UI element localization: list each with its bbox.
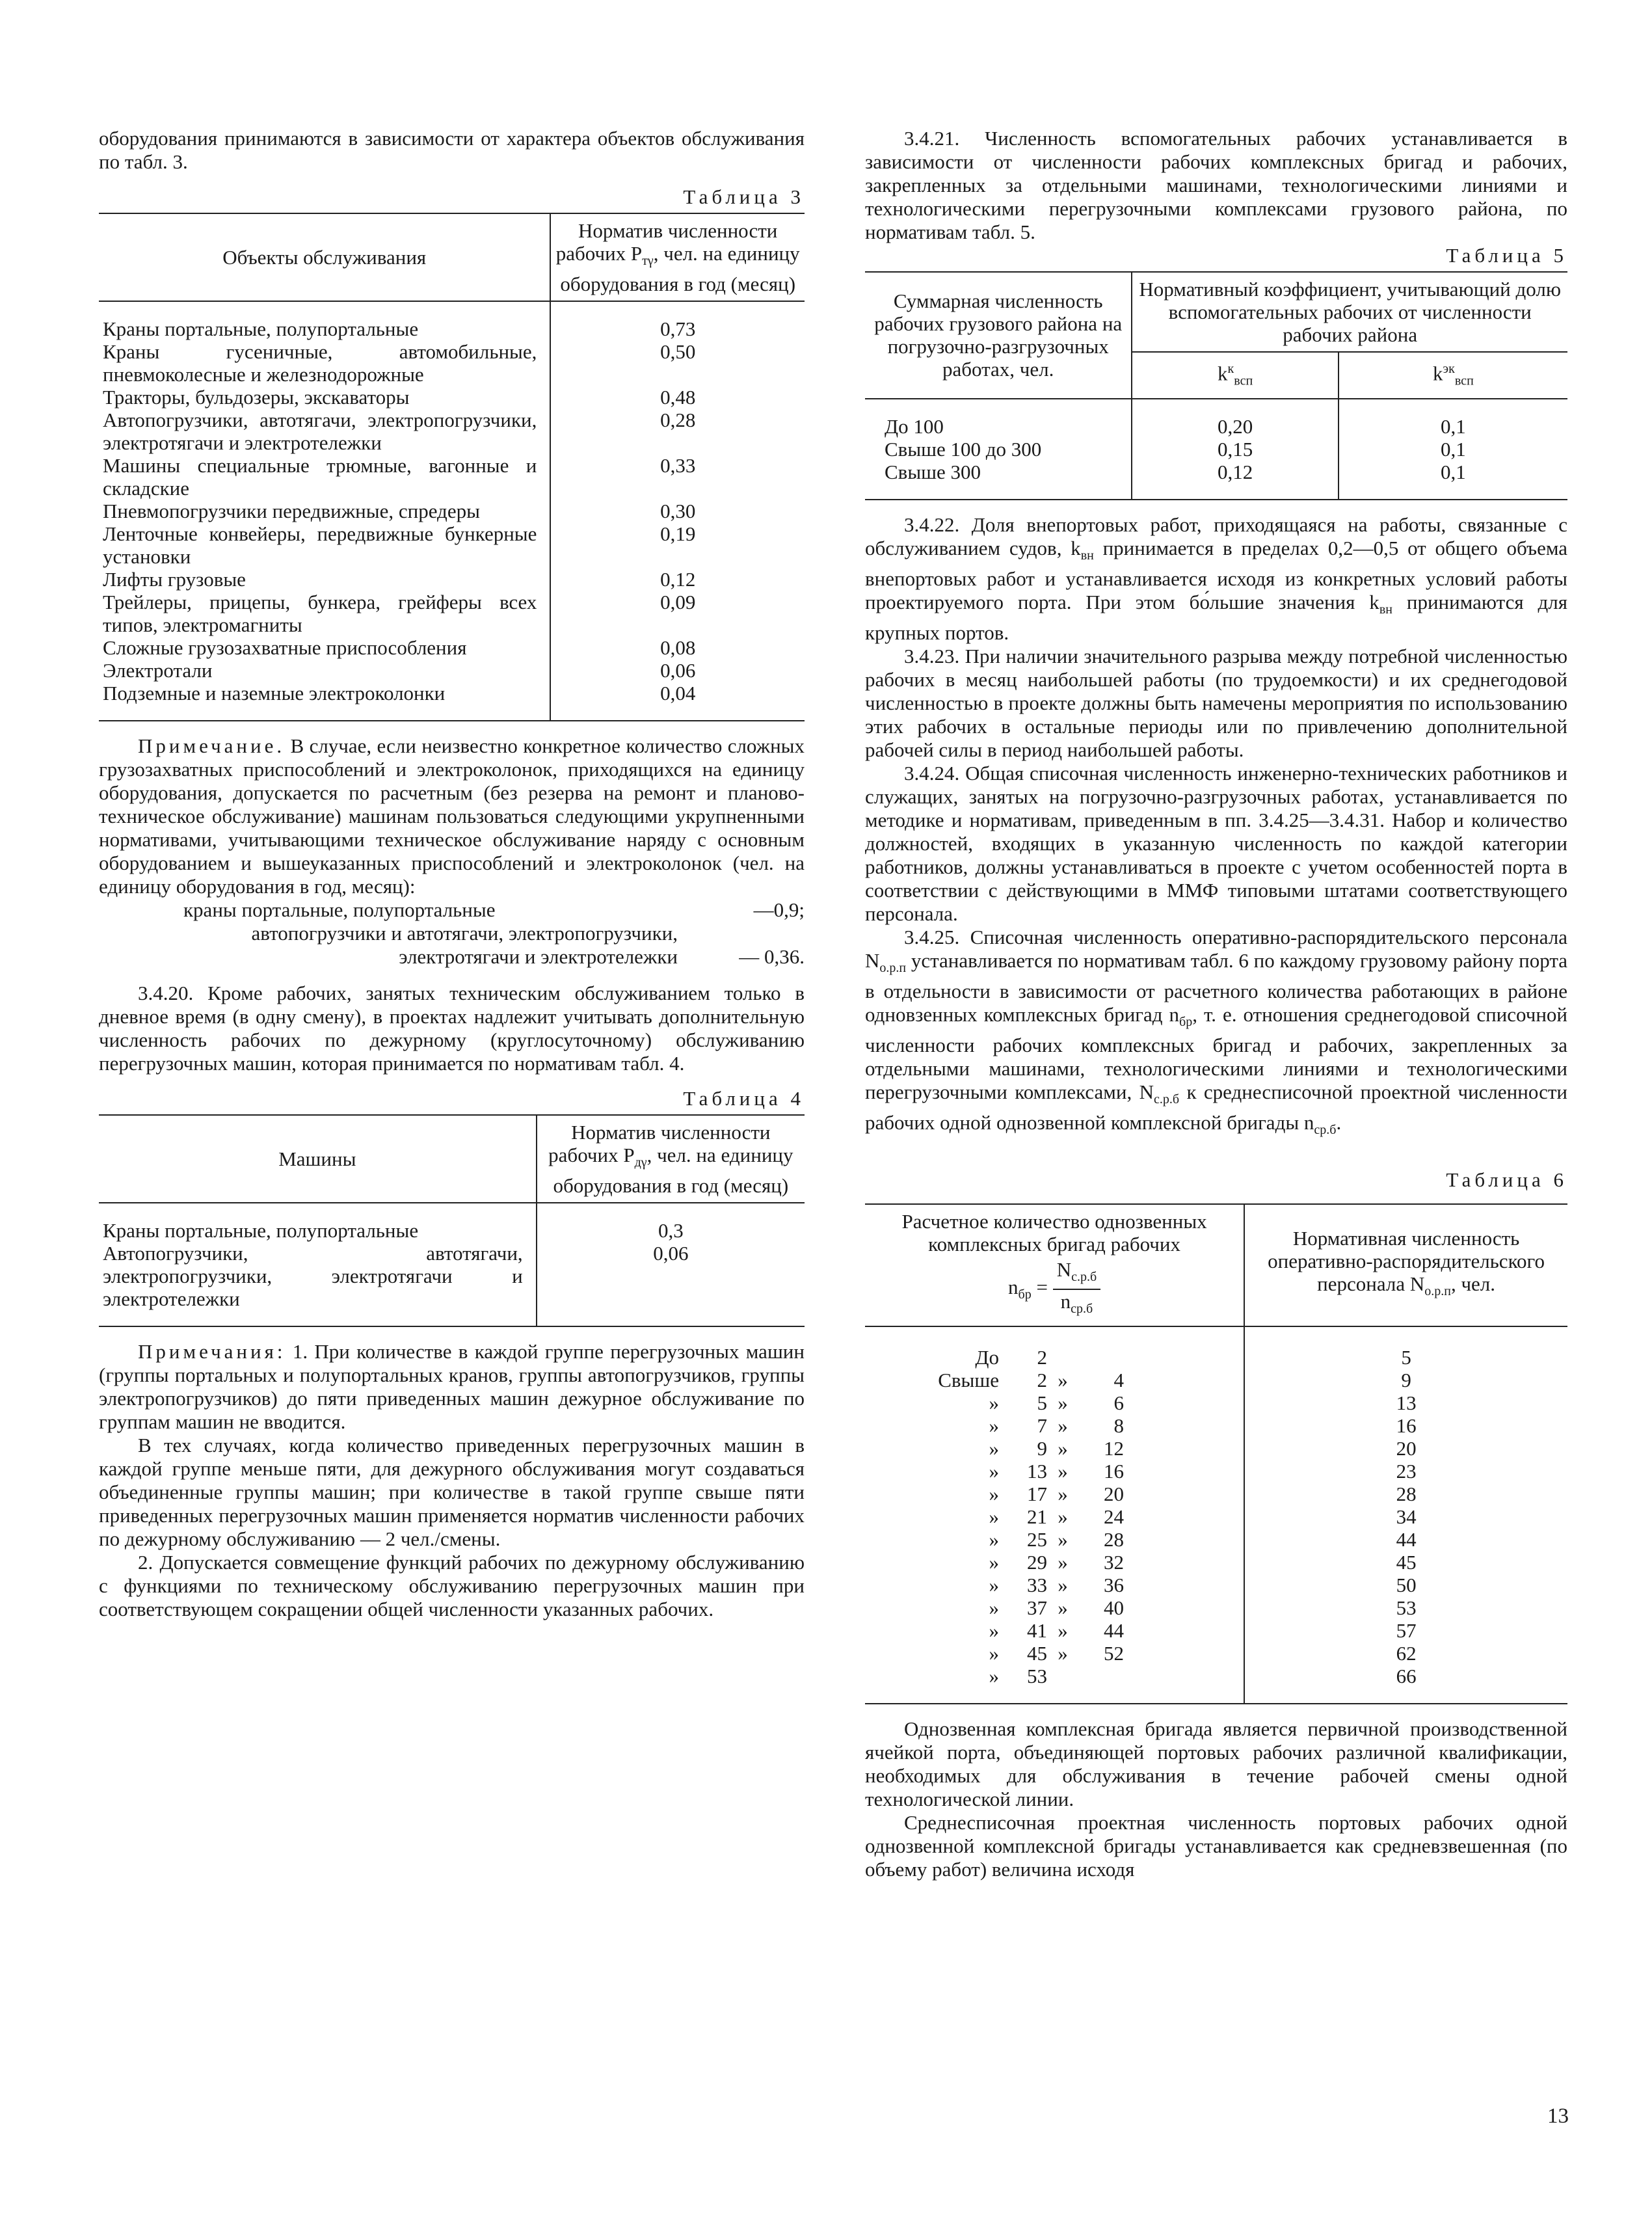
table-row bbox=[99, 454, 805, 500]
formula-numerator: $N_{с.р.б}$ bbox=[1053, 1258, 1100, 1290]
range-sep: » bbox=[1058, 1528, 1068, 1551]
table5-head-right: Нормативный коэффициент, учитывающий долю вспомогательных рабочих от численности рабочих района bbox=[1132, 272, 1567, 352]
table6-range bbox=[865, 1596, 1244, 1619]
table5-subhead-ek: $k^{эк}_{всп}$ bbox=[1339, 352, 1567, 399]
table6-range bbox=[865, 1346, 1244, 1369]
table6-head-left-text: Расчетное количество однозвенных комплексных бригад рабочих bbox=[901, 1209, 1207, 1255]
range-sep: » bbox=[1058, 1391, 1068, 1415]
table-row bbox=[865, 1414, 1567, 1437]
range-prefix: » bbox=[989, 1528, 999, 1551]
range-prefix: » bbox=[989, 1665, 999, 1688]
table6-value: 16 bbox=[1244, 1414, 1567, 1437]
paragraph-number: 3.4.21. bbox=[904, 127, 960, 150]
table6-value: 23 bbox=[1244, 1460, 1567, 1483]
table3-object: Лифты грузовые bbox=[103, 568, 246, 591]
table-row bbox=[99, 591, 805, 636]
range-prefix: » bbox=[989, 1483, 999, 1506]
range-prefix: » bbox=[989, 1619, 999, 1643]
notes2-paragraph-1 bbox=[99, 1340, 805, 1434]
paragraph-text: Списочная численность оперативно-распорядительского персонала $N_{о.р.п}$ устанавливается по нормативам табл. 6 по каждому грузовому району порта в отдельности в зависимости от расчетного количества работающих в районе одновзенных комплексных бригад $n_{бр}$, т. е. отношения среднегодовой списочной численности рабочих комплексных бригад и рабочих, закрепленных за отдельными машинами, технологическими линиями и технологическими перегрузочными комплексами, $N_{с.р.б}$ к среднесписочной проектной численности рабочих одной однозвенной комплексной бригады $n_{ср.б}$. bbox=[865, 925, 1568, 1138]
range-prefix: » bbox=[989, 1414, 999, 1438]
notes2-paragraph-2: В тех случаях, когда количество приведенных перегрузочных машин в каждой группе меньше пяти, для дежурного обслуживания могут создаваться объединенные группы машин; при количестве в такой группе свыше пяти приведенных перегрузочных машин применяется норматив численности рабочих по дежурному обслуживанию — 2 чел./смены. bbox=[99, 1434, 805, 1551]
table6 bbox=[865, 1203, 1567, 1704]
notes2-paragraph-3: 2. Допускается совмещение функций рабочих по дежурному обслуживанию с функциями по техническому обслуживанию перегрузочных машин при соответствующем сокращении общей численности указанных рабочих. bbox=[99, 1551, 805, 1621]
note1-heading: Примечание. bbox=[138, 734, 286, 758]
range-sep: » bbox=[1058, 1619, 1068, 1643]
table3-value: 0,06 bbox=[550, 659, 805, 682]
table5-head-left: Суммарная численность рабочих грузового района на погрузочно-разгрузочных работах, чел. bbox=[865, 272, 1132, 399]
table5-k: 0,12 bbox=[1132, 461, 1338, 483]
table-row bbox=[865, 1346, 1567, 1369]
range-to: 36 bbox=[1104, 1574, 1124, 1597]
note1-item-text: краны портальные, полупортальные bbox=[183, 898, 496, 922]
paragraph-3-4-20 bbox=[99, 982, 805, 1075]
range-sep: » bbox=[1058, 1437, 1068, 1460]
table5-label: Свыше 100 до 300 bbox=[885, 437, 1042, 461]
table6-formula bbox=[869, 1258, 1240, 1321]
range-from: 41 bbox=[1027, 1619, 1047, 1643]
table-row bbox=[865, 1596, 1567, 1619]
table6-value: 13 bbox=[1244, 1391, 1567, 1414]
range-prefix: » bbox=[989, 1505, 999, 1529]
range-to: 8 bbox=[1113, 1414, 1124, 1438]
range-sep: » bbox=[1058, 1369, 1068, 1392]
table3-value: 0,48 bbox=[550, 386, 805, 409]
table5-ek: 0,1 bbox=[1339, 461, 1567, 483]
paragraph-3-4-22 bbox=[865, 513, 1567, 645]
table3-object: Краны портальные, полупортальные bbox=[103, 317, 419, 341]
table6-head-right: Нормативная численность оперативно-распорядительского персонала $N_{о.р.п}$, чел. bbox=[1244, 1204, 1567, 1326]
range-to: 12 bbox=[1104, 1437, 1124, 1460]
table5 bbox=[865, 271, 1567, 500]
table-row bbox=[99, 636, 805, 659]
range-to: 44 bbox=[1104, 1619, 1124, 1643]
range-from: 9 bbox=[1037, 1437, 1047, 1460]
table6-value: 50 bbox=[1244, 1574, 1567, 1596]
table5-k: 0,20 bbox=[1132, 415, 1338, 438]
range-to: 40 bbox=[1104, 1596, 1124, 1620]
range-sep: » bbox=[1058, 1460, 1068, 1483]
table4 bbox=[99, 1114, 805, 1327]
table6-range bbox=[865, 1619, 1244, 1642]
table-row bbox=[99, 386, 805, 409]
table-row bbox=[865, 1551, 1567, 1574]
table6-value: 62 bbox=[1244, 1642, 1567, 1665]
range-sep bbox=[1050, 1665, 1076, 1687]
table-row bbox=[99, 317, 805, 340]
range-sep: » bbox=[1058, 1483, 1068, 1506]
table3-value: 0,19 bbox=[550, 522, 805, 568]
table3-object: Электротали bbox=[103, 659, 213, 682]
table4-caption: Таблица 4 bbox=[683, 1087, 805, 1110]
table6-range bbox=[865, 1665, 1244, 1687]
table4-head-norm: Норматив численности рабочих $Р_{д\gamma}$, чел. на единицу оборудования в год (месяц) bbox=[537, 1115, 805, 1203]
intro-paragraph: оборудования принимаются в зависимости от характера объектов обслуживания по табл. 3. bbox=[99, 127, 805, 173]
paragraph-text: Численность вспомогательных рабочих устанавливается в зависимости от численности рабочих комплексных бригад и рабочих, закрепленных за отдельными машинами, технологическими линиями и технологическими перегрузочными комплексами грузового района, по нормативам табл. 5. bbox=[865, 127, 1568, 243]
paragraph-3-4-21 bbox=[865, 127, 1567, 244]
table-row bbox=[99, 522, 805, 568]
table6-range bbox=[865, 1483, 1244, 1505]
table6-range bbox=[865, 1437, 1244, 1460]
table6-range bbox=[865, 1369, 1244, 1391]
note1-list-item bbox=[99, 898, 805, 922]
table6-value: 66 bbox=[1244, 1665, 1567, 1687]
note1-paragraph bbox=[99, 734, 805, 898]
table6-range bbox=[865, 1505, 1244, 1528]
table6-range bbox=[865, 1528, 1244, 1551]
paragraph-brigade: Однозвенная комплексная бригада является первичной производственной ячейкой порта, объединяющей портовых рабочих различной квалификации, необходимых для обслуживания в течение рабочей смены одной технологической линии. bbox=[865, 1717, 1567, 1811]
table-row bbox=[99, 1219, 805, 1242]
table5-ek: 0,1 bbox=[1339, 415, 1567, 438]
table-row bbox=[865, 438, 1567, 461]
table3-head-norm: Норматив численности рабочих $Р_{т\gamma}$, чел. на единицу оборудования в год (месяц) bbox=[550, 213, 805, 301]
note1-item-text: автопогрузчики и автотягачи, электропогрузчики, электротягачи и электротележки bbox=[251, 922, 678, 969]
table-row bbox=[865, 415, 1567, 438]
paragraph-text: Кроме рабочих, занятых техническим обслуживанием только в дневное время (в одну смену), в проектах надлежит учитывать дополнительную численность рабочих по дежурному (круглосуточному) обслуживанию перегрузочных машин, которая принимается по нормативам табл. 4. bbox=[99, 982, 805, 1075]
table5-label: Свыше 300 bbox=[885, 460, 981, 483]
range-to: 28 bbox=[1104, 1528, 1124, 1551]
table-row bbox=[865, 1460, 1567, 1483]
range-to bbox=[1078, 1665, 1124, 1687]
table3-head-objects: Объекты обслуживания bbox=[99, 213, 550, 301]
range-from: 5 bbox=[1037, 1391, 1047, 1415]
table6-value: 57 bbox=[1244, 1619, 1567, 1642]
table3 bbox=[99, 213, 805, 721]
paragraph-number: 3.4.22. bbox=[904, 513, 960, 536]
table3-caption: Таблица 3 bbox=[683, 185, 805, 208]
table-row bbox=[99, 568, 805, 591]
notes2-text: 1. При количестве в каждой группе перегрузочных машин (группы портальных и полупортальных кранов, группы автопогрузчиков, группы электропогрузчиков) до пяти приведенных машин дежурное обслуживание по группам машин не вводится. bbox=[99, 1340, 805, 1434]
paragraph-number: 3.4.25. bbox=[904, 925, 960, 948]
range-prefix: » bbox=[989, 1551, 999, 1574]
paragraph-number: 3.4.20. bbox=[138, 982, 194, 1005]
table5-k: 0,15 bbox=[1132, 438, 1338, 461]
table6-range bbox=[865, 1391, 1244, 1414]
note1-list bbox=[99, 898, 805, 969]
table3-value: 0,50 bbox=[550, 340, 805, 386]
table-row bbox=[99, 682, 805, 705]
table-row bbox=[865, 1505, 1567, 1528]
table5-label: До 100 bbox=[885, 414, 944, 438]
range-from: 17 bbox=[1027, 1483, 1047, 1506]
table-row bbox=[99, 1242, 805, 1310]
table-row bbox=[865, 1619, 1567, 1642]
range-from: 53 bbox=[1027, 1665, 1047, 1688]
table6-value: 9 bbox=[1244, 1369, 1567, 1391]
table-row bbox=[865, 1437, 1567, 1460]
range-prefix: » bbox=[989, 1460, 999, 1483]
notes2-heading: Примечания: bbox=[138, 1340, 286, 1363]
left-column bbox=[99, 127, 805, 1621]
table3-object: Пневмопогрузчики передвижные, спредеры bbox=[103, 500, 480, 523]
table-row bbox=[99, 659, 805, 682]
table6-caption: Таблица 6 bbox=[1446, 1168, 1567, 1191]
table-row bbox=[865, 1574, 1567, 1596]
table6-value: 28 bbox=[1244, 1483, 1567, 1505]
table-row bbox=[99, 409, 805, 454]
range-sep: » bbox=[1058, 1414, 1068, 1438]
range-prefix: Свыше bbox=[938, 1369, 999, 1392]
page-number: 13 bbox=[1547, 2104, 1569, 2128]
table-row bbox=[99, 500, 805, 522]
table3-value: 0,08 bbox=[550, 636, 805, 659]
table3-object: Трейлеры, прицепы, бункера, грейферы всех типов, электромагниты bbox=[103, 591, 537, 637]
paragraph-text: Доля внепортовых работ, приходящаяся на работы, связанные с обслуживанием судов, $k_{вн}$ принимается в пределах 0,2—0,5 от общего объема внепортовых работ и устанавливается исходя из конкретных условий работы проектируемого порта. При этом бо́льшие значения $k_{вн}$ принимаются для крупных портов. bbox=[865, 513, 1567, 644]
right-column bbox=[865, 127, 1567, 1881]
table6-range bbox=[865, 1551, 1244, 1574]
table6-range bbox=[865, 1460, 1244, 1483]
range-prefix: До bbox=[975, 1346, 999, 1369]
range-from: 33 bbox=[1027, 1574, 1047, 1597]
range-from: 25 bbox=[1027, 1528, 1047, 1551]
table5-subhead-k: $k^к_{всп}$ bbox=[1132, 352, 1338, 399]
paragraph-text: Общая списочная численность инженерно-технических работников и служащих, занятых на погрузочно-разгрузочных работах, устанавливается по методике и нормативам, приведенным в пп. 3.4.25—3.4.31. Набор и количество должностей, входящих в указанную численность по каждой категории работников, должны устанавливаться в проекте с учетом особенностей порта в соответствии с действующими в ММФ типовыми штатами соответствующего персонала. bbox=[865, 761, 1567, 925]
formula-fraction bbox=[1053, 1258, 1100, 1321]
range-prefix: » bbox=[989, 1642, 999, 1665]
range-from: 2 bbox=[1037, 1369, 1047, 1392]
table-row bbox=[865, 1642, 1567, 1665]
table3-object: Тракторы, бульдозеры, экскаваторы bbox=[103, 386, 410, 409]
table3-value: 0,73 bbox=[550, 317, 805, 340]
range-to: 24 bbox=[1104, 1505, 1124, 1529]
range-sep bbox=[1050, 1346, 1076, 1369]
table-row bbox=[865, 1483, 1567, 1505]
range-prefix: » bbox=[989, 1574, 999, 1597]
table3-object: Автопогрузчики, автотягачи, электропогрузчики, электротягачи и электротележки bbox=[103, 409, 537, 455]
table3-object: Подземные и наземные электроколонки bbox=[103, 682, 446, 705]
paragraph-number: 3.4.23. bbox=[904, 644, 960, 667]
table3-value: 0,33 bbox=[550, 454, 805, 500]
table6-value: 44 bbox=[1244, 1528, 1567, 1551]
range-prefix: » bbox=[989, 1391, 999, 1415]
range-from: 37 bbox=[1027, 1596, 1047, 1620]
paragraph-3-4-24 bbox=[865, 762, 1567, 926]
range-from: 21 bbox=[1027, 1505, 1047, 1529]
table4-head-machines: Машины bbox=[99, 1115, 537, 1203]
table6-head-left bbox=[865, 1204, 1244, 1326]
table-row bbox=[865, 1391, 1567, 1414]
table6-value: 20 bbox=[1244, 1437, 1567, 1460]
range-sep: » bbox=[1058, 1596, 1068, 1620]
range-prefix: » bbox=[989, 1437, 999, 1460]
table6-value: 5 bbox=[1244, 1346, 1567, 1369]
table-row bbox=[865, 1665, 1567, 1687]
table4-machine: Краны портальные, полупортальные bbox=[103, 1219, 419, 1242]
table3-value: 0,30 bbox=[550, 500, 805, 522]
note1-list-item bbox=[99, 922, 805, 969]
table-row bbox=[865, 461, 1567, 483]
range-to: 20 bbox=[1104, 1483, 1124, 1506]
table3-object: Ленточные конвейеры, передвижные бункерные установки bbox=[103, 522, 537, 569]
table6-range bbox=[865, 1574, 1244, 1596]
formula-lhs: $n_{бр}$ = bbox=[1008, 1275, 1048, 1302]
table6-value: 45 bbox=[1244, 1551, 1567, 1574]
paragraph-3-4-25 bbox=[865, 926, 1567, 1142]
paragraph-number: 3.4.24. bbox=[904, 761, 960, 785]
table-row bbox=[99, 340, 805, 386]
table6-range bbox=[865, 1414, 1244, 1437]
note1-body: В случае, если неизвестно конкретное количество сложных грузозахватных приспособлений и электроколонок, приходящихся на единицу оборудования, допускается по расчетным (без резерва на ремонт и планово-техническое обслуживание) машинам пользоваться следующими укрупненными нормативами, учитывающими техническое обслуживание наряду с основным оборудованием и вышеуказанных приспособлений и электроколонок (чел. на единицу оборудования в год, месяц): bbox=[99, 734, 805, 898]
range-to: 16 bbox=[1104, 1460, 1124, 1483]
range-sep: » bbox=[1058, 1551, 1068, 1574]
table5-caption: Таблица 5 bbox=[1446, 244, 1567, 267]
range-to: 4 bbox=[1113, 1369, 1124, 1392]
range-to: 6 bbox=[1113, 1391, 1124, 1415]
table6-value: 34 bbox=[1244, 1505, 1567, 1528]
range-from: 13 bbox=[1027, 1460, 1047, 1483]
range-sep: » bbox=[1058, 1574, 1068, 1597]
range-to: 52 bbox=[1104, 1642, 1124, 1665]
table3-object: Машины специальные трюмные, вагонные и складские bbox=[103, 454, 537, 500]
table-row bbox=[865, 1369, 1567, 1391]
paragraph-3-4-23 bbox=[865, 645, 1567, 762]
range-prefix: » bbox=[989, 1596, 999, 1620]
range-sep: » bbox=[1058, 1642, 1068, 1665]
table3-value: 0,04 bbox=[550, 682, 805, 705]
table3-value: 0,12 bbox=[550, 568, 805, 591]
table3-object: Сложные грузозахватные приспособления bbox=[103, 636, 467, 660]
table6-range bbox=[865, 1642, 1244, 1665]
table3-value: 0,28 bbox=[550, 409, 805, 454]
paragraph-average: Среднесписочная проектная численность портовых рабочих одной однозвенной комплексной бригады устанавливается как средневзвешенная (по объему работ) величина исходя bbox=[865, 1811, 1567, 1881]
note1-item-value: —0,9; bbox=[753, 898, 805, 922]
range-from: 7 bbox=[1037, 1414, 1047, 1438]
range-from: 45 bbox=[1027, 1642, 1047, 1665]
table-row bbox=[865, 1528, 1567, 1551]
table4-value: 0,3 bbox=[537, 1219, 805, 1242]
range-from: 29 bbox=[1027, 1551, 1047, 1574]
table3-object: Краны гусеничные, автомобильные, пневмоколесные и железнодорожные bbox=[103, 340, 537, 386]
table3-value: 0,09 bbox=[550, 591, 805, 636]
table4-value: 0,06 bbox=[537, 1242, 805, 1310]
range-to bbox=[1078, 1346, 1124, 1369]
note1-item-value: — 0,36. bbox=[739, 945, 805, 969]
range-to: 32 bbox=[1104, 1551, 1124, 1574]
table5-ek: 0,1 bbox=[1339, 438, 1567, 461]
table4-machine: Автопогрузчики, автотягачи, электропогрузчики, электротягачи и электротележки bbox=[103, 1242, 523, 1311]
range-sep: » bbox=[1058, 1505, 1068, 1529]
table6-value: 53 bbox=[1244, 1596, 1567, 1619]
range-from: 2 bbox=[1037, 1346, 1047, 1369]
paragraph-text: При наличии значительного разрыва между потребной численностью рабочих в месяц наибольшей работы (по трудоемкости) и их среднегодовой численностью в проекте должны быть намечены мероприятия по использованию этих рабочих в остальные периоды или по привлечению дополнительной рабочей силы в период наибольшей работы. bbox=[865, 644, 1567, 761]
formula-denominator: $n_{ср.б}$ bbox=[1060, 1289, 1093, 1317]
